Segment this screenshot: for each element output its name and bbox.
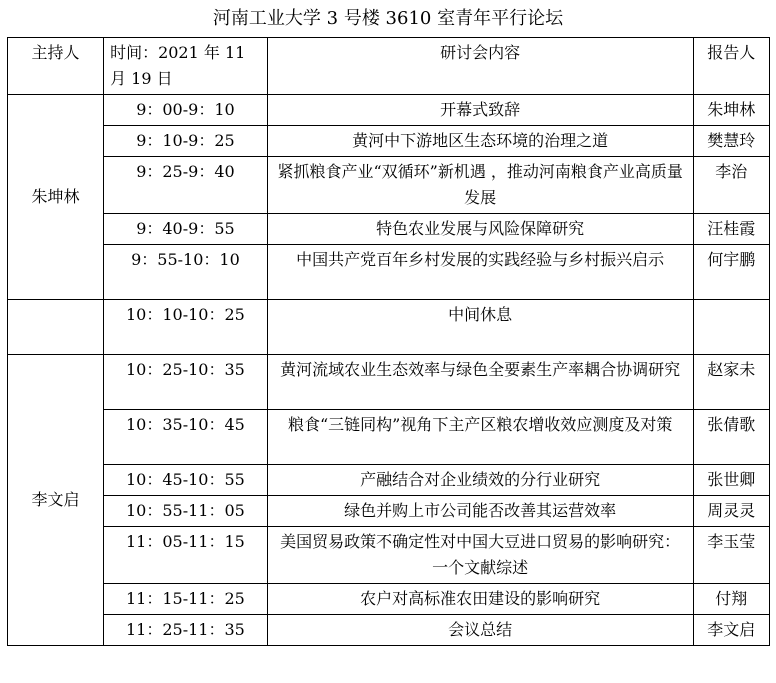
content-cell: 会议总结	[267, 615, 693, 646]
header-content: 研讨会内容	[267, 38, 693, 95]
content-cell: 美国贸易政策不确定性对中国大豆进口贸易的影响研究：一个文献综述	[267, 527, 693, 584]
content-cell: 农户对高标准农田建设的影响研究	[267, 584, 693, 615]
time-cell: 11：15-11：25	[104, 584, 268, 615]
speaker-cell: 张倩歌	[693, 410, 769, 465]
time-cell: 9：10-9：25	[104, 126, 268, 157]
host-cell: 朱坤林	[8, 95, 104, 300]
content-cell: 开幕式致辞	[267, 95, 693, 126]
table-row	[8, 465, 770, 496]
time-cell: 10：55-11：05	[104, 496, 268, 527]
table-row	[8, 245, 770, 300]
content-cell: 绿色并购上市公司能否改善其运营效率	[267, 496, 693, 527]
header-speaker: 报告人	[693, 38, 769, 95]
table-row	[8, 355, 770, 410]
speaker-cell: 何宇鹏	[693, 245, 769, 300]
content-cell: 黄河流域农业生态效率与绿色全要素生产率耦合协调研究	[267, 355, 693, 410]
page-title: 河南工业大学 3 号楼 3610 室青年平行论坛	[212, 8, 564, 29]
host-cell: 李文启	[8, 355, 104, 646]
table-row	[8, 527, 770, 584]
table-row	[8, 214, 770, 245]
content-cell: 产融结合对企业绩效的分行业研究	[267, 465, 693, 496]
speaker-cell: 赵家未	[693, 355, 769, 410]
table-row	[8, 95, 770, 126]
table-row	[8, 300, 770, 355]
time-cell: 11：25-11：35	[104, 615, 268, 646]
content-cell: 中间休息	[267, 300, 693, 355]
header-row	[8, 38, 770, 95]
host-cell	[8, 300, 104, 355]
time-cell: 9：55-10：10	[104, 245, 268, 300]
table-row	[8, 615, 770, 646]
time-cell: 11：05-11：15	[104, 527, 268, 584]
content-cell: 中国共产党百年乡村发展的实践经验与乡村振兴启示	[267, 245, 693, 300]
speaker-cell	[693, 300, 769, 355]
header-time: 时间：2021 年 11 月 19 日	[104, 38, 268, 95]
table-row	[8, 496, 770, 527]
speaker-cell: 张世卿	[693, 465, 769, 496]
time-cell: 9：40-9：55	[104, 214, 268, 245]
time-cell: 9：25-9：40	[104, 157, 268, 214]
speaker-cell: 李玉莹	[693, 527, 769, 584]
content-cell: 特色农业发展与风险保障研究	[267, 214, 693, 245]
time-cell: 10：45-10：55	[104, 465, 268, 496]
table-row	[8, 157, 770, 214]
content-cell: 黄河中下游地区生态环境的治理之道	[267, 126, 693, 157]
table-row	[8, 126, 770, 157]
speaker-cell: 汪桂霞	[693, 214, 769, 245]
content-cell: 紧抓粮食产业“双循环”新机遇 ，推动河南粮食产业高质量发展	[267, 157, 693, 214]
header-host: 主持人	[8, 38, 104, 95]
time-cell: 10：10-10：25	[104, 300, 268, 355]
speaker-cell: 周灵灵	[693, 496, 769, 527]
time-cell: 10：35-10：45	[104, 410, 268, 465]
speaker-cell: 李文启	[693, 615, 769, 646]
schedule-table	[7, 37, 770, 646]
table-row	[8, 584, 770, 615]
speaker-cell: 朱坤林	[693, 95, 769, 126]
content-cell: 粮食“三链同构”视角下主产区粮农增收效应测度及对策	[267, 410, 693, 465]
speaker-cell: 樊慧玲	[693, 126, 769, 157]
speaker-cell: 李治	[693, 157, 769, 214]
speaker-cell: 付翔	[693, 584, 769, 615]
time-cell: 9：00-9：10	[104, 95, 268, 126]
table-row	[8, 410, 770, 465]
time-cell: 10：25-10：35	[104, 355, 268, 410]
